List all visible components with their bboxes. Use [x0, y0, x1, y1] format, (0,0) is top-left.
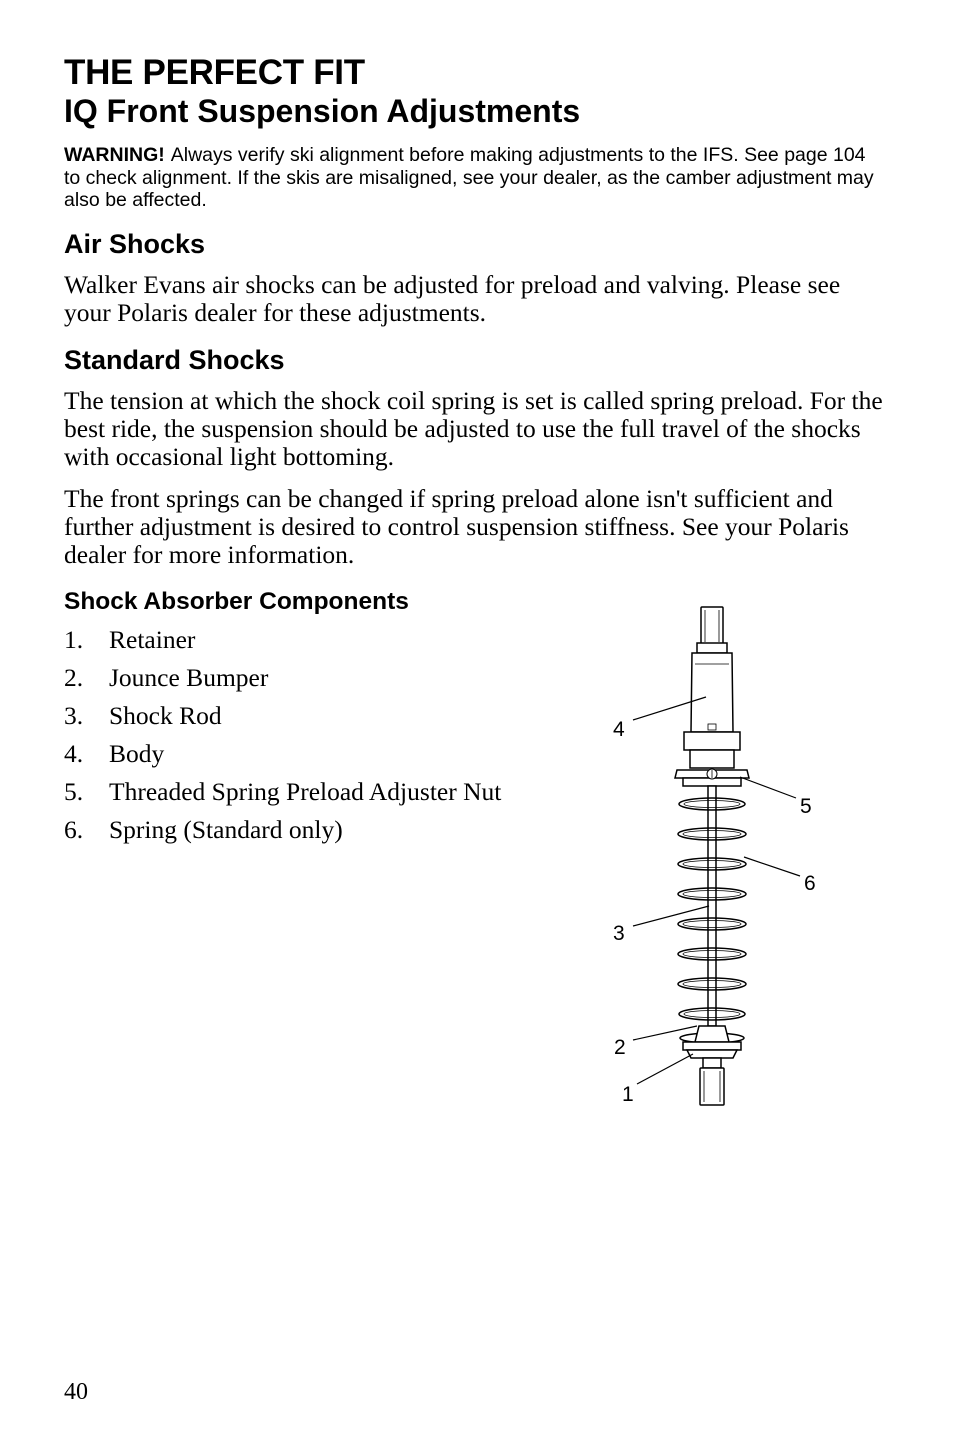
callout-3: 3	[613, 922, 625, 945]
standard-shocks-heading: Standard Shocks	[64, 345, 285, 375]
callout-6: 6	[804, 872, 816, 895]
warning-text: Always verify ski alignment before making adjustments to the IFS. See page 104 to check alignment. If the skis are misaligned, see your dealer, as the camber adjustment may also be affected.	[64, 144, 874, 211]
warning-notice	[64, 144, 884, 212]
list-item-number: 2.	[64, 663, 84, 692]
list-item-number: 4.	[64, 739, 84, 768]
components-list	[64, 624, 564, 852]
warning-label: WARNING!	[64, 144, 165, 166]
leader-line-5	[740, 777, 796, 798]
lower-mount	[683, 1026, 741, 1105]
list-item-label: Retainer	[109, 625, 196, 654]
callout-2: 2	[614, 1036, 626, 1059]
list-item-number: 3.	[64, 701, 84, 730]
air-shocks-heading: Air Shocks	[64, 229, 206, 259]
shock-absorber-diagram	[600, 600, 840, 1120]
list-item-number: 5.	[64, 777, 84, 806]
page-subtitle: IQ Front Suspension Adjustments	[64, 93, 581, 129]
list-item-label: Body	[109, 739, 165, 768]
page-title: THE PERFECT FIT	[64, 53, 365, 92]
list-item	[64, 662, 564, 700]
callout-5: 5	[800, 795, 812, 818]
list-item	[64, 700, 564, 738]
page-number: 40	[64, 1379, 88, 1405]
components-heading: Shock Absorber Components	[64, 588, 409, 615]
list-item	[64, 814, 564, 852]
list-item-number: 1.	[64, 625, 84, 654]
list-item-label: Threaded Spring Preload Adjuster Nut	[109, 777, 502, 806]
callout-4: 4	[613, 718, 625, 741]
leader-line-6	[744, 857, 800, 876]
standard-shocks-paragraph-2: The front springs can be changed if spring preload alone isn't sufficient and further adjustment is desired to control suspension stiffness. See your Polaris dealer for more information.	[64, 484, 849, 569]
callout-1: 1	[622, 1083, 634, 1106]
leader-line-1	[637, 1054, 693, 1084]
list-item	[64, 624, 564, 662]
list-item	[64, 738, 564, 776]
list-item-label: Spring (Standard only)	[109, 815, 343, 844]
shock-absorber-drawing	[675, 607, 749, 1026]
leader-line-3	[633, 906, 709, 926]
list-item-number: 6.	[64, 815, 84, 844]
list-item-label: Shock Rod	[109, 701, 222, 730]
air-shocks-paragraph: Walker Evans air shocks can be adjusted for preload and valving. Please see your Polaris dealer for these adjustments.	[64, 270, 841, 327]
list-item-label: Jounce Bumper	[109, 663, 269, 692]
list-item	[64, 776, 564, 814]
standard-shocks-paragraph-1: The tension at which the shock coil spring is set is called spring preload. For the best ride, the suspension should be adjusted to use the full travel of the shocks with occasional light bottoming.	[64, 386, 883, 471]
leader-line-2	[633, 1026, 697, 1040]
